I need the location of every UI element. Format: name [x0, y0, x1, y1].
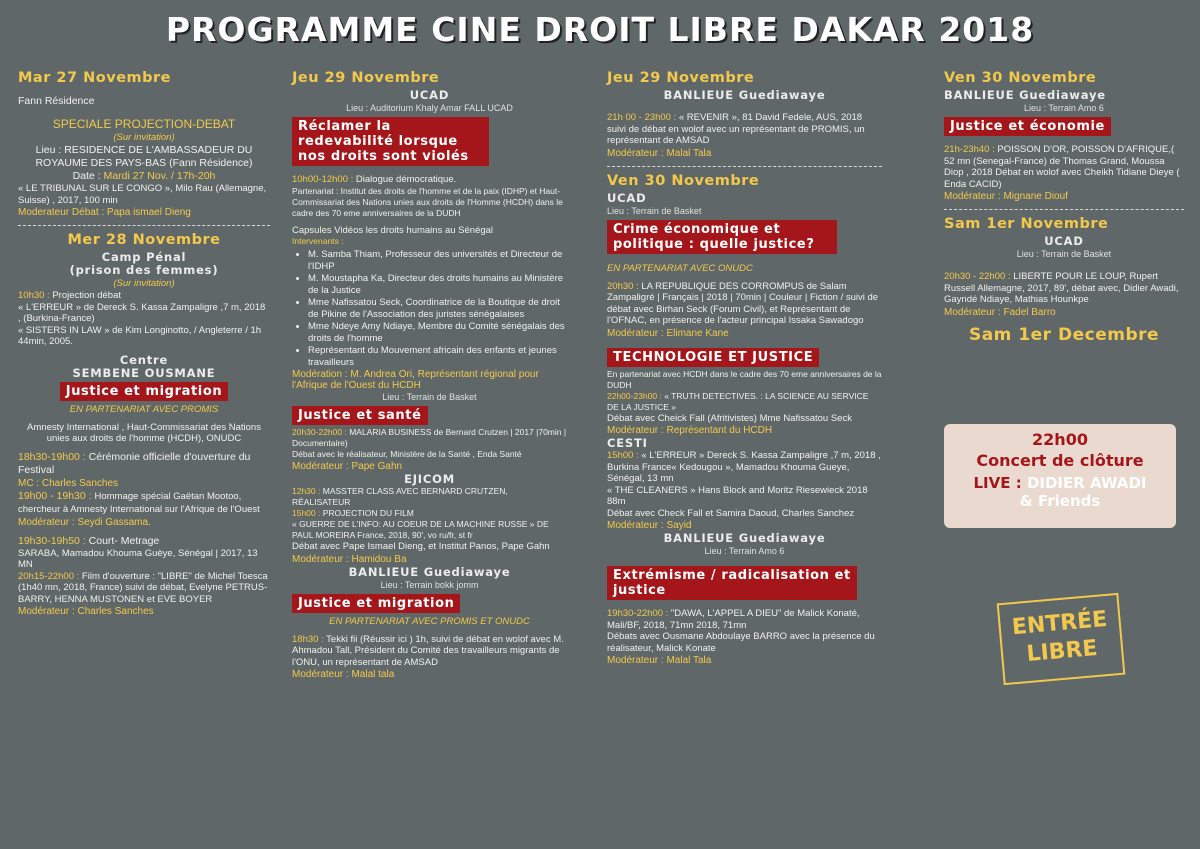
film-text: « L'ERREUR » de Dereck S. Kassa Zampaligre ,7 m, 2018 , (Burkina-France)	[18, 301, 266, 324]
column-1	[18, 72, 270, 618]
time-slot: 20h30 :	[607, 280, 639, 292]
stamp-line-2: LIBRE	[1025, 635, 1099, 667]
moderator-text: Modérateur : Pape Gahn	[292, 461, 403, 472]
partnership-text: En partenariat avec HCDH dans le cadre des 70 eme anniversaires de la DUDH	[607, 368, 882, 390]
venue-subname: SEMBENE OUSMANE	[72, 365, 216, 380]
moderator-text: Modérateur : Malal tala	[292, 669, 395, 680]
list-item: • Mme Nafissatou Seck, Coordinatrice de la Boutique de droit de Pikine de l'Association des juristes sénégalaises	[308, 297, 567, 320]
debate-text: Débats avec Ousmane Abdoulaye BARRO avec la présence du réalisateur, Malick Konate	[607, 631, 875, 654]
artist-friends: & Friends	[1019, 492, 1101, 510]
film-text: « GUERRE DE L'INFO: AU COEUR DE LA MACHINE RUSSE » DE PAUL MOREIRA France, 2018, 90', vo ru/fr, st fr	[292, 519, 549, 540]
location-text: Lieu : Terrain bokk jomm	[380, 579, 479, 590]
location-text: Lieu : Terrain de Basket	[607, 205, 702, 216]
venue-name: Centre	[119, 352, 169, 367]
debate-text: Débat avec Check Fall et Samira Daoud, Charles Sanchez	[607, 507, 855, 519]
venue-name: UCAD	[607, 190, 647, 205]
divider	[18, 225, 270, 226]
list-item: • M. Samba Thiam, Professeur des universités et Directeur de l'IDHP	[308, 249, 567, 272]
session-text: Projection débat	[52, 290, 122, 301]
time-slot: 15h00 :	[607, 450, 639, 461]
location-text: Lieu : Terrain Amo 6	[704, 546, 785, 556]
moderator-text: Modérateur : Malal Tala	[607, 655, 712, 666]
film-text: « LE TRIBUNAL SUR LE CONGO », Milo Rau (Allemagne, Suisse) , 2017, 100 min	[18, 183, 267, 206]
time-slot: 20h30-22h00 :	[292, 427, 347, 437]
session-text: Film d'ouverture : "LIBRE" de Michel Toesca (1h40 mn, 2018, France) suivi de débat, Evelyne PETRUS-BARRY, HENNA MUSTONEN et EVE BOYER	[18, 570, 268, 605]
theme-banner: Justice et migration	[60, 382, 228, 401]
date-heading: Jeu 29 Novembre	[292, 70, 440, 86]
time-slot: 19h30-22h00 :	[607, 608, 669, 619]
time-slot: 21h 00 - 23h00 :	[607, 112, 677, 123]
time-slot: 19h00 - 19h30 :	[18, 489, 92, 502]
venue-name: BANLIEUE Guediawaye	[944, 88, 1106, 102]
film-text: « TRUTH DETECTIVES. : LA SCIENCE AU SERVICE DE LA JUSTICE »	[607, 390, 869, 412]
column-2	[292, 72, 567, 681]
moderator-text: Modérateur : Seydi Gassama.	[18, 516, 151, 528]
closing-concert-box	[944, 424, 1176, 528]
film-text: « REVENIR », 81 David Fedele, AUS, 2018 suivi de débat en wolof avec un représentant de PROMIS, un représentant de AMSAD	[607, 112, 865, 146]
debate-text: Débat avec Pape Ismael Dieng, et Institut Panos, Pape Gahn	[292, 541, 550, 552]
time-slot: 18h30-19h00 :	[18, 450, 86, 463]
date-value: Mardi 27 Nov. / 17h-20h	[103, 170, 216, 182]
partnership-note: EN PARTENARIAT AVEC PROMIS	[69, 403, 219, 415]
session-text: Capsules Vidéos les droits humains au Sénégal	[292, 224, 494, 236]
film-text: « L'ERREUR » Dereck S. Kassa Zampaligre ,7 m, 2018 , Burkina France« Kedougou », Mamadou Khouma Gueye, Sénégal, 13 mn	[607, 450, 881, 484]
partners-text: Amnesty International , Haut-Commissariat des Nations unies aux droits de l'homme (HCDH), ONUDC	[27, 421, 261, 444]
location-text: Lieu : Terrain de Basket	[382, 392, 477, 402]
film-text: MALARIA BUSINESS de Bernard Crutzen | 2017 |70min | Documentaire)	[292, 427, 567, 448]
page-title: PROGRAMME CINE DROIT LIBRE DAKAR 2018	[165, 10, 1035, 49]
event-title: SPECIALE PROJECTION-DEBAT	[52, 117, 236, 131]
moderator-text: Modérateur : Sayid	[607, 520, 692, 531]
moderator-text: Modérateur : Fadel Barro	[944, 306, 1056, 318]
theme-banner: Justice et santé	[292, 406, 428, 425]
moderator-text: Modérateur : Elimane Kane	[607, 327, 729, 339]
time-slot: 22h00-23h00 :	[607, 390, 662, 401]
date-heading: Mer 28 Novembre	[67, 232, 221, 248]
theme-banner: Justice et économie	[944, 117, 1111, 136]
theme-banner: Crime économique et politique : quelle justice?	[607, 220, 837, 254]
date-heading: Ven 30 Novembre	[607, 172, 760, 189]
invitation-note: (Sur invitation)	[113, 132, 175, 143]
venue-name: BANLIEUE Guediawaye	[663, 88, 826, 102]
date-heading: Sam 1er Novembre	[944, 216, 1109, 232]
venue-name: Camp Pénal	[101, 250, 187, 264]
concert-title: Concert de clôture	[976, 451, 1144, 470]
session-text: Hommage spécial Gaëtan Mootoo, chercheur à Amnesty International sur l'Afrique de l'Ouest	[18, 490, 260, 515]
time-slot: 20h30 - 22h00 :	[944, 271, 1011, 282]
concert-time: 22h00	[1032, 430, 1088, 449]
time-slot: 21h-23h40 :	[944, 144, 995, 155]
partnership-text: Partenariat : Institut des droits de l'homme et de la paix (IDHP) et Haut-Commissariat des Nations unies aux droits de l'Homme (HCDH) dans le cadre des 70 eme anniversaires de la DUDH	[292, 185, 563, 218]
theme-banner: TECHNOLOGIE ET JUSTICE	[607, 348, 819, 367]
stamp-line-1: ENTRÉE	[1011, 606, 1109, 641]
time-slot: 19h30-19h50 :	[18, 534, 86, 547]
artist-name: DIDIER AWADI	[1026, 474, 1147, 492]
venue-name: EJICOM	[404, 472, 455, 486]
list-item: • M. Moustapha Ka, Directeur des droits humains au Ministère de la Justice	[308, 273, 567, 296]
debate-text: Débat avec Cheick Fall (Afritivistes) Mme Nafissatou Seck	[607, 412, 852, 424]
film-text: LA REPUBLIQUE DES CORROMPUS de Salam Zampaligré | Français | 2018 | 70min | Couleur | Fiction / suivi de débat avec Birhan Seck (Forum Civil), et Représentant de l'OFNAC, en présence de l'acteur principal Issaka Sawadogo	[607, 280, 879, 326]
partnership-note: EN PARTENARIAT AVEC PROMIS ET ONUDC	[329, 615, 530, 627]
time-slot: 20h15-22h00 :	[18, 570, 80, 582]
date-heading: Mar 27 Novembre	[18, 70, 171, 86]
film-text: SARABA, Mamadou Khouma Guèye, Sénégal | 2017, 13 MN	[18, 547, 258, 570]
location-text: Lieu : Terrain Amo 6	[1024, 103, 1104, 113]
moderator-text: Modérateur : Hamidou Ba	[292, 553, 407, 565]
time-slot: 10h00-12h00 :	[292, 174, 354, 185]
moderator-text: Modération : M. Andrea Ori, Représentant régional pour l'Afrique de l'Ouest du HCDH	[292, 369, 539, 391]
film-text: LIBERTE POUR LE LOUP, Rupert Russell Allemagne, 2017, 89', débat avec, Didier Awadi, Gayndé Ndiaye, Mathias Hounkpe	[944, 271, 1179, 305]
moderator-text: Modérateur : Représentant du HCDH	[607, 425, 773, 436]
time-slot: 15h00 :	[292, 508, 321, 518]
list-item: • Mme Ndeye Amy Ndiaye, Membre du Comité sénégalais des droits de l'homme	[308, 321, 567, 344]
moderator-text: Modérateur : Malal Tala	[607, 147, 712, 159]
film-text: "DAWA, L'APPEL A DIEU" de Malick Konaté, Mali/BF, 2018, 71mn 2018, 71mn	[607, 608, 860, 631]
film-text: Tekki fii (Réussir ici ) 1h, suivi de débat en wolof avec M. Ahmadou Tall, Président du Comité des travailleurs migrants de l'ONU, un représentant de AMSAD	[292, 633, 564, 668]
column-4	[944, 72, 1184, 346]
date-heading: Sam 1er Decembre	[968, 324, 1160, 345]
venue-name: BANLIEUE Guediawaye	[663, 531, 826, 545]
divider	[944, 209, 1184, 210]
speakers-list	[292, 249, 567, 368]
theme-banner: Réclamer la redevabilité lorsque nos droits sont violés	[292, 117, 489, 166]
location-text: Lieu : Terrain de Basket	[1016, 249, 1112, 259]
time-slot: 18h30 :	[292, 633, 324, 645]
moderator-text: Modérateur : Mignane Diouf	[944, 191, 1068, 202]
theme-banner: Justice et migration	[292, 594, 460, 613]
venue-name: BANLIEUE Guediawaye	[348, 564, 511, 579]
free-entry-stamp	[997, 593, 1126, 685]
location-text: Lieu : Auditorium Khaly Amar FALL UCAD	[346, 103, 513, 113]
debate-text: Débat avec le réalisateur, Ministère de la Santé , Enda Santé	[292, 449, 522, 459]
session-text: Cérémonie officielle d'ouverture du Festival	[18, 450, 251, 476]
session-text: Dialogue démocratique.	[355, 174, 457, 185]
time-slot: 10h30 :	[18, 290, 50, 301]
location-text: Lieu : RESIDENCE DE L'AMBASSADEUR DU ROYAUME DES PAYS-BAS (Fann Résidence)	[35, 144, 253, 169]
session-text: MASSTER CLASS AVEC BERNARD CRUTZEN, RÉALISATEUR	[292, 486, 508, 507]
venue-name: UCAD	[409, 88, 450, 102]
moderator-text: Modérateur : Charles Sanches	[18, 606, 154, 617]
session-text: Court- Metrage	[88, 534, 160, 547]
date-heading: Ven 30 Novembre	[944, 70, 1097, 86]
film-text: « THE CLEANERS » Hans Block and Moritz Riesewieck 2018 88m	[607, 484, 868, 507]
partnership-note: EN PARTENARIAT AVEC ONUDC	[607, 262, 753, 274]
live-label: LIVE :	[973, 474, 1022, 492]
invitation-note: (Sur invitation)	[113, 278, 175, 289]
venue-name: UCAD	[1044, 234, 1084, 248]
venue-subname: (prison des femmes)	[69, 263, 219, 277]
theme-banner: Extrémisme / radicalisation et justice	[607, 566, 857, 600]
film-text: « SISTERS IN LAW » de Kim Longinotto, / Angleterre / 1h 44min, 2005.	[18, 324, 262, 347]
venue-text: Fann Résidence	[18, 95, 95, 107]
moderator-text: MC : Charles Sanches	[18, 477, 119, 489]
session-text: PROJECTION DU FILM	[322, 508, 414, 518]
list-item: • Représentant du Mouvement africain des enfants et jeunes travailleurs	[308, 345, 567, 368]
speakers-label: Intervenants :	[292, 236, 344, 246]
divider	[607, 166, 882, 167]
film-text: POISSON D'OR, POISSON D'AFRIQUE,( 52 mn (Senegal-France) de Thomas Grand, Moussa Diop , 2018 Débat en wolof avec Cheikh Tidiane Dieye ( Enda CACID)	[944, 144, 1180, 190]
moderator-text: Moderateur Débat : Papa ismael Dieng	[18, 207, 191, 218]
date-label: Date :	[72, 170, 104, 182]
date-heading: Jeu 29 Novembre	[607, 70, 755, 86]
venue-name: CESTI	[607, 436, 648, 450]
time-slot: 12h30 :	[292, 486, 321, 496]
column-3	[607, 72, 882, 667]
